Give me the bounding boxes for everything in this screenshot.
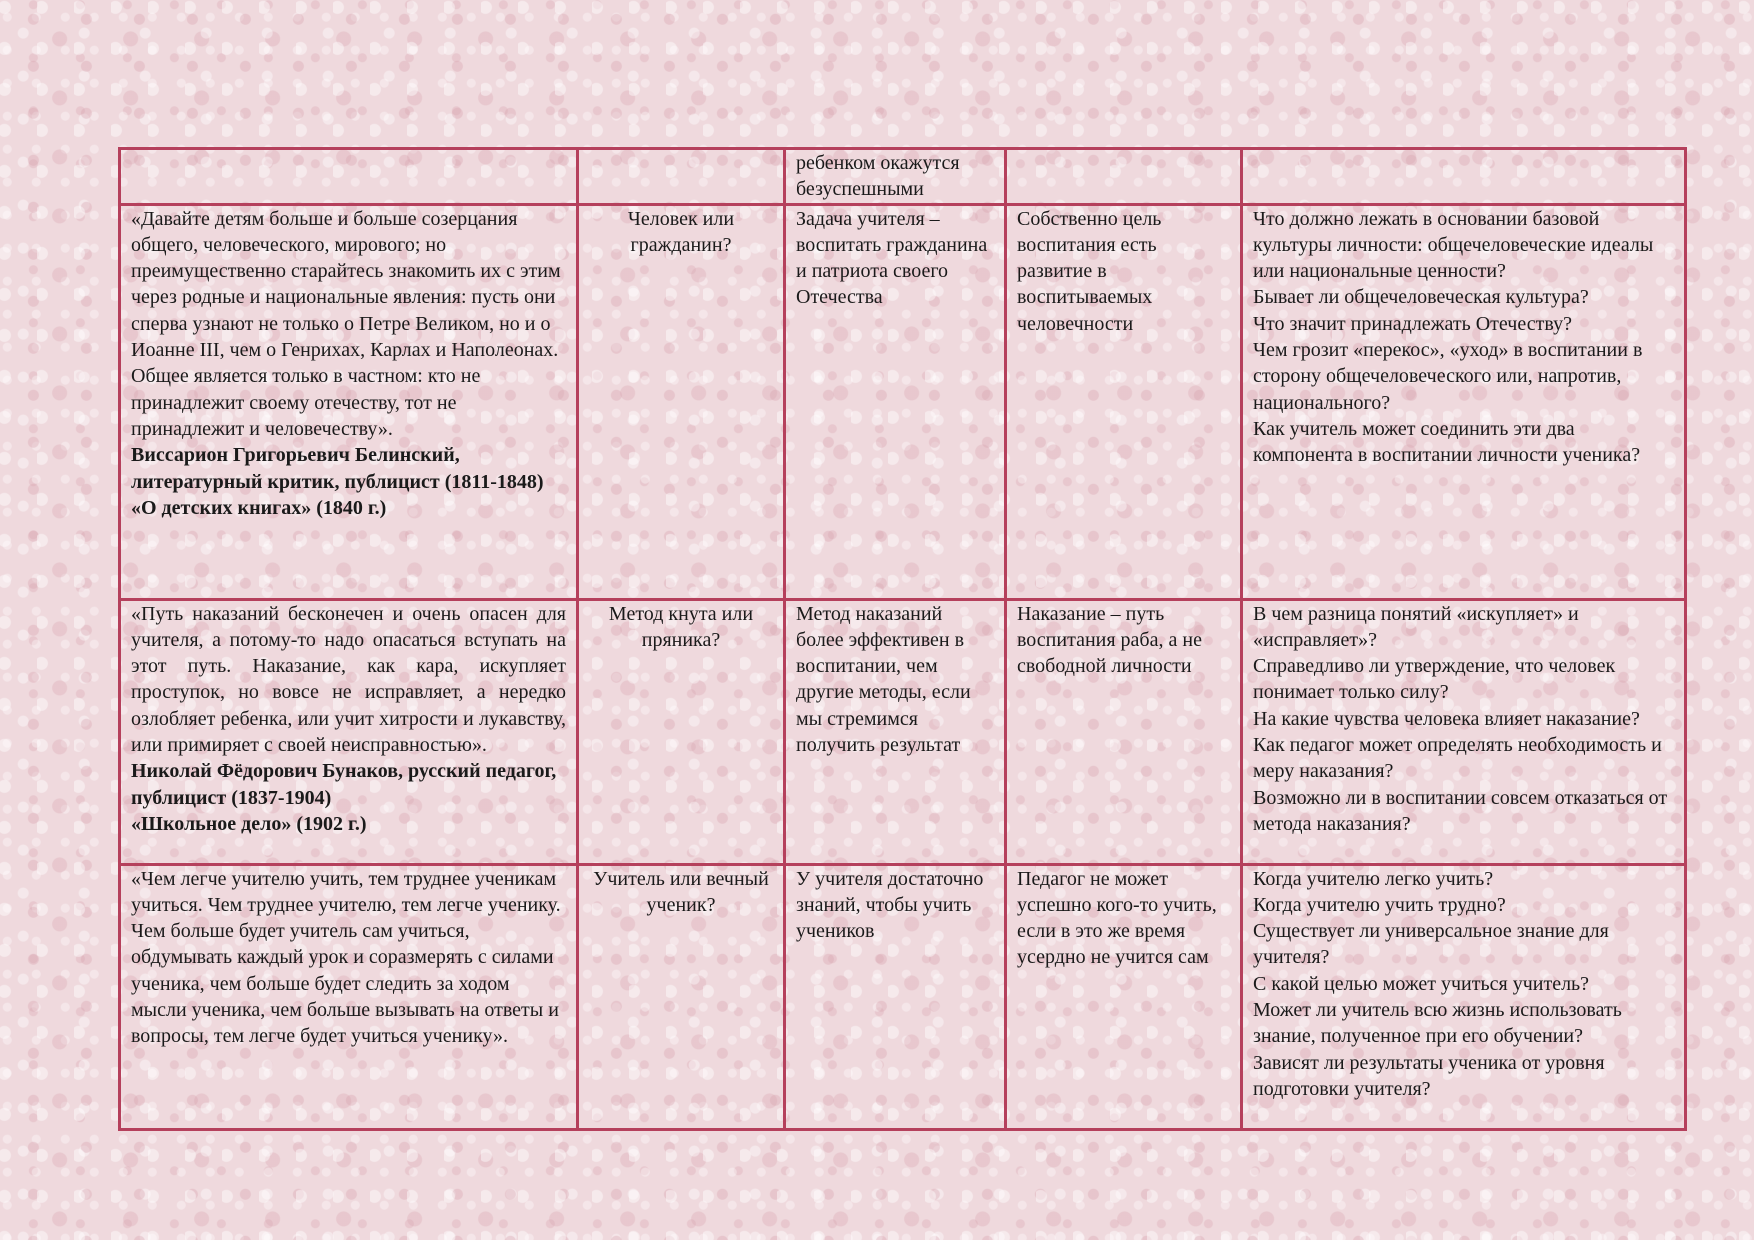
cell-quote — [120, 599, 578, 864]
discussion-question: Возможно ли в воспитании совсем отказаться от метода наказания? — [1253, 786, 1668, 835]
quote-author: Николай Фёдорович Бунаков, русский педагог, публицист (1837-1904) — [131, 760, 557, 809]
table-row — [120, 204, 1686, 599]
cell-empty — [578, 149, 785, 205]
cell-empty — [1242, 149, 1686, 205]
quote-text: «Чем легче учителю учить, тем труднее ученикам учиться. Чем труднее учителю, тем легче ученику. Чем больше будет учитель сам учиться, обдумывать каждый урок и соразмерять с силами ученика, чем больше будет следить за ходом мысли ученика, чем больше вызывать на ответы и вопросы, тем легче будет учиться ученику». — [131, 867, 561, 1048]
discussion-question: Бывает ли общечеловеческая культура? — [1253, 286, 1589, 309]
discussion-question: Когда учителю легко учить? — [1253, 867, 1494, 890]
discussion-question: С какой целью может учиться учитель? — [1253, 972, 1590, 995]
quote-author: Виссарион Григорьевич Белинский, литературный критик, публицист (1811-1848) — [131, 444, 544, 493]
discussion-question: Справедливо ли утверждение, что человек понимает только силу? — [1253, 655, 1616, 704]
cell-question: Метод кнута или пряника? — [578, 599, 785, 864]
discussion-question: Зависят ли результаты ученика от уровня подготовки учителя? — [1253, 1051, 1605, 1100]
cell-antithesis: Педагог не может успешно кого-то учить, если в это же время усердно не учится сам — [1006, 864, 1242, 1129]
cell-thesis: Задача учителя – воспитать гражданина и патриота своего Отечества — [785, 204, 1006, 599]
cell-discussion — [1242, 599, 1686, 864]
cell-antithesis: Собственно цель воспитания есть развитие в воспитываемых человечности — [1006, 204, 1242, 599]
table-row-continuation — [120, 149, 1686, 205]
discussion-question: Может ли учитель всю жизнь использовать знание, полученное при его обучении? — [1253, 999, 1622, 1048]
cell-quote — [120, 864, 578, 1129]
cell-question: Учитель или вечный ученик? — [578, 864, 785, 1129]
cell-question: Человек или гражданин? — [578, 204, 785, 599]
cell-thesis: У учителя достаточно знаний, чтобы учить учеников — [785, 864, 1006, 1129]
cell-empty — [120, 149, 578, 205]
discussion-question: Чем грозит «перекос», «уход» в воспитании в сторону общечеловеческого или, напротив, национального? — [1253, 339, 1643, 414]
discussion-question: Существует ли универсальное знание для учителя? — [1253, 920, 1609, 969]
quote-text: «Давайте детям больше и больше созерцания общего, человеческого, мирового; но преимущественно старайтесь знакомить их с этим через родные и национальные явления: пусть они сперва узнают не только о Петре Великом, но и о Иоанне III, чем о Генрихах, Карлах и Наполеонах. Общее является только в частном: кто не принадлежит своему отечеству, тот не принадлежит и человечеству». — [131, 207, 561, 440]
cell-discussion — [1242, 204, 1686, 599]
table-row — [120, 599, 1686, 864]
quote-text: «Путь наказаний бесконечен и очень опасен для учителя, а потому-то надо опасаться вступать на этот путь. Наказание, как кара, искупляет проступок, но вовсе не исправляет, а нередко озлобляет ребенка, или учит хитрости и лукавству, или примиряет с своей неисправностью». — [131, 602, 566, 757]
discussion-table — [118, 147, 1687, 1131]
discussion-question: Как педагог может определять необходимость и меру наказания? — [1253, 734, 1662, 783]
quote-source: «Школьное дело» (1902 г.) — [131, 812, 367, 835]
cell-quote — [120, 204, 578, 599]
quote-source: «О детских книгах» (1840 г.) — [131, 496, 387, 519]
cell-empty — [1006, 149, 1242, 205]
cell-antithesis: Наказание – путь воспитания раба, а не свободной личности — [1006, 599, 1242, 864]
discussion-question: Когда учителю учить трудно? — [1253, 893, 1506, 916]
cell-discussion — [1242, 864, 1686, 1129]
discussion-question: На какие чувства человека влияет наказание? — [1253, 707, 1640, 730]
cell-thesis: Метод наказаний более эффективен в воспитании, чем другие методы, если мы стремимся получить результат — [785, 599, 1006, 864]
discussion-question: Что значит принадлежать Отечеству? — [1253, 312, 1572, 335]
discussion-question: В чем разница понятий «искупляет» и «исправляет»? — [1253, 602, 1579, 651]
discussion-question: Как учитель может соединить эти два компонента в воспитании личности ученика? — [1253, 417, 1641, 467]
discussion-question: Что должно лежать в основании базовой культуры личности: общечеловеческие идеалы или национальные ценности? — [1253, 207, 1654, 283]
table-row — [120, 864, 1686, 1129]
cell-thesis-continued: ребенком окажутся безуспешными — [785, 149, 1006, 205]
